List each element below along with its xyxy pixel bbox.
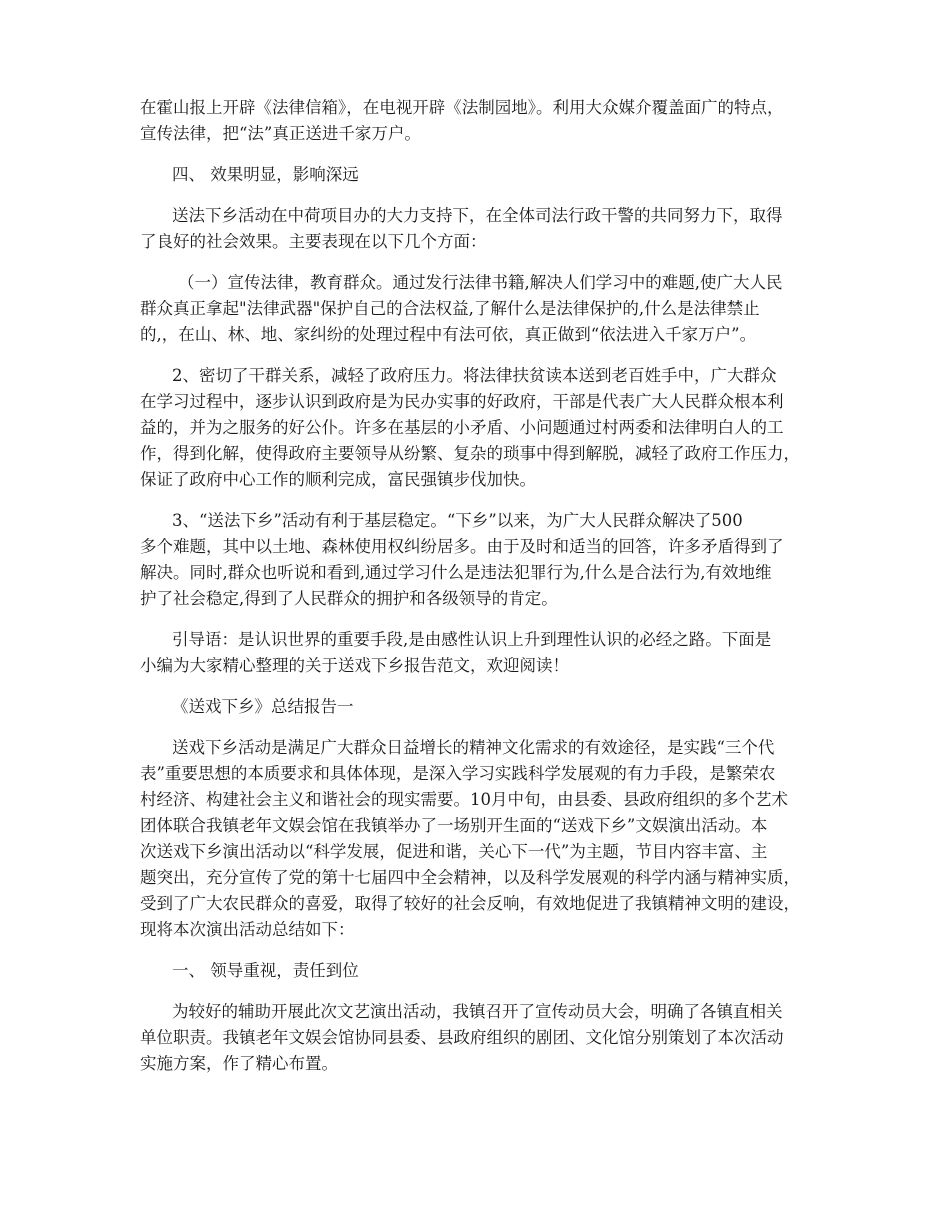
- paragraph-line: 在学习过程中，逐步认识到政府是为民办实事的好政府，干部是代表广大人民群众根本利: [140, 392, 784, 411]
- paragraph-line: 为较好的辅助开展此次文艺演出活动，我镇召开了宣传动员大会，明确了各镇直相关: [172, 1002, 783, 1021]
- paragraph-line: 送法下乡活动在中荷项目办的大力支持下，在全体司法行政干警的共同努力下，取得: [172, 206, 783, 225]
- paragraph-line: 受到了广大农民群众的喜爱，取得了较好的社会反响，有效地促进了我镇精神文明的建设，: [140, 894, 800, 913]
- paragraph-line: 3、“送法下乡”活动有利于基层稳定。“下乡”以来，为广大人民群众解决了500: [172, 511, 743, 530]
- paragraph-line: 多个难题，其中以土地、森林使用权纠纷居多。由于及时和适当的回答，许多矛盾得到了: [140, 537, 784, 556]
- paragraph-line: 小编为大家精心整理的关于送戏下乡报告范文，欢迎阅读！: [140, 656, 569, 675]
- paragraph-line: 题突出，充分宣传了党的第十七届四中全会精神，以及科学发展观的科学内涵与精神实质，: [140, 868, 800, 887]
- paragraph-line: 次送戏下乡演出活动以“科学发展，促进和谐，关心下一代”为主题，节目内容丰富、主: [140, 842, 768, 861]
- paragraph-line: 护了社会稳定,得到了人民群众的拥护和各级领导的肯定。: [140, 589, 558, 608]
- paragraph-line: （一）宣传法律，教育群众。通过发行法律书籍,解决人们学习中的难题,使广大人民: [178, 273, 783, 292]
- paragraph-line: 解决。同时,群众也听说和看到,通过学习什么是违法犯罪行为,什么是合法行为,有效地维: [140, 563, 772, 582]
- paragraph-line: 2、密切了干群关系，减轻了政府压力。将法律扶贫读本送到老百姓手中，广大群众: [172, 366, 777, 385]
- paragraph-line: 的,，在山、林、地、家纠纷的处理过程中有法可依，真正做到“依法进入千家万户”。: [140, 325, 757, 344]
- paragraph-line: 群众真正拿起"法律武器"保护自己的合法权益,了解什么是法律保护的,什么是法律禁止: [140, 299, 760, 318]
- paragraph-line: 引导语：是认识世界的重要手段,是由感性认识上升到理性认识的必经之路。下面是: [172, 630, 772, 649]
- paragraph-line: 现将本次演出活动总结如下：: [140, 920, 355, 939]
- paragraph-line: 表”重要思想的本质要求和具体体现，是深入学习实践科学发展观的有力手段，是繁荣农: [140, 764, 776, 783]
- paragraph-line: 了良好的社会效果。主要表现在以下几个方面：: [140, 232, 487, 251]
- section-heading: 一、 领导重视，责任到位: [172, 961, 359, 980]
- paragraph-line: 保证了政府中心工作的顺利完成，富民强镇步伐加快。: [140, 470, 536, 489]
- paragraph-line: 送戏下乡活动是满足广大群众日益增长的精神文化需求的有效途径，是实践“三个代: [172, 738, 775, 757]
- report-heading: 《送戏下乡》总结报告一: [172, 697, 354, 716]
- section-heading: 四、 效果明显，影响深远: [172, 165, 359, 184]
- paragraph-line: 益的，并为之服务的好公仆。许多在基层的小矛盾、小问题通过村两委和法律明白人的工: [140, 418, 784, 437]
- paragraph-line: 团体联合我镇老年文娱会馆在我镇举办了一场别开生面的“送戏下乡”文娱演出活动。本: [140, 816, 768, 835]
- paragraph-line: 实施方案，作了精心布置。: [140, 1054, 338, 1073]
- paragraph-line: 单位职责。我镇老年文娱会馆协同县委、县政府组织的剧团、文化馆分别策划了本次活动: [140, 1028, 784, 1047]
- paragraph-line: 宣传法律，把“法”真正送进千家万户。: [140, 124, 421, 143]
- paragraph-line: 作，得到化解，使得政府主要领导从纷繁、复杂的琐事中得到解脱，减轻了政府工作压力，: [140, 444, 800, 463]
- paragraph-line: 在霍山报上开辟《法律信箱》，在电视开辟《法制园地》。利用大众媒介覆盖面广的特点，: [140, 98, 784, 117]
- paragraph-line: 村经济、构建社会主义和谐社会的现实需要。10月中旬，由县委、县政府组织的多个艺术: [140, 790, 788, 809]
